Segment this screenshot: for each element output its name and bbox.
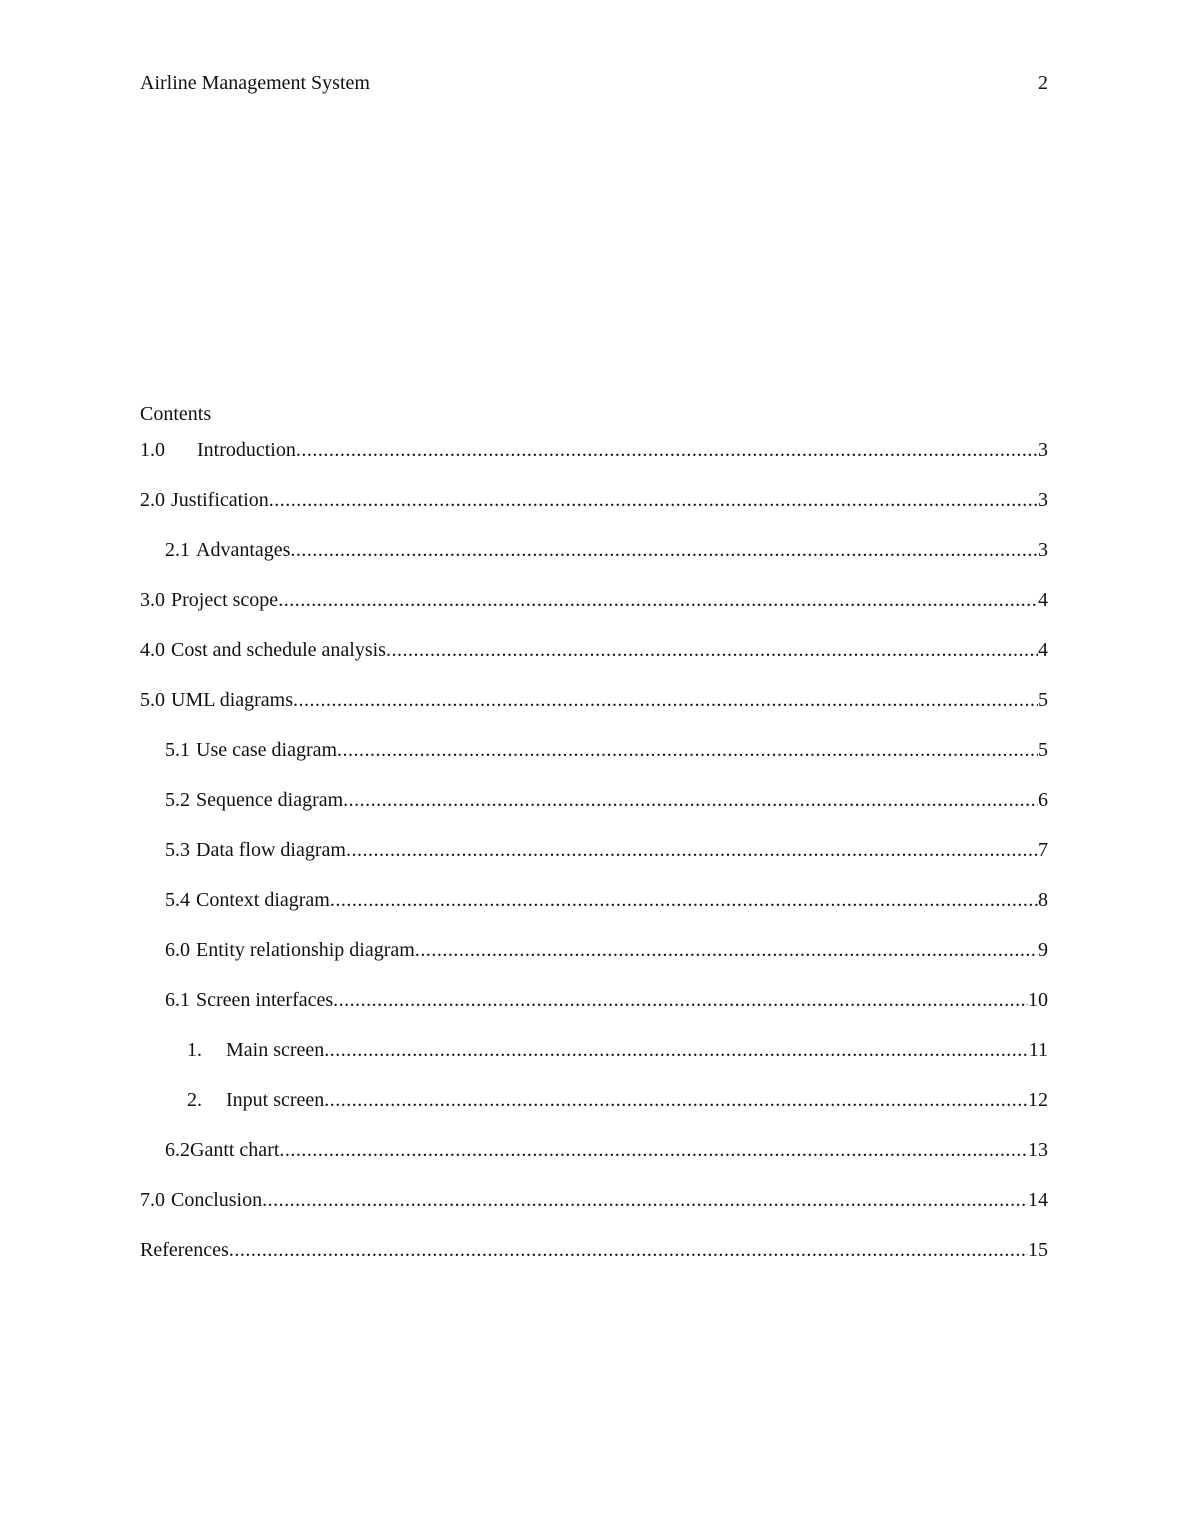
toc-entry (140, 525, 1048, 575)
toc-entry-number: 2.0 (140, 489, 165, 511)
toc-leader-dots (290, 525, 1038, 575)
toc-entry-page: 4 (1038, 589, 1048, 611)
toc-entry-page: 8 (1038, 889, 1048, 911)
toc-leader-dots (229, 1225, 1028, 1275)
toc-entry-number: 6.2 (165, 1139, 190, 1161)
toc-entry (140, 1225, 1048, 1275)
toc-entry-number: 6.0 (165, 939, 190, 961)
toc-entry-number: 5.3 (165, 839, 190, 861)
toc-entry-page: 3 (1038, 489, 1048, 511)
toc-entry-page: 13 (1028, 1139, 1048, 1161)
toc-entry-title: Screen interfaces (196, 989, 334, 1011)
toc-entry-number: 5.0 (140, 689, 165, 711)
toc-entry-title: Use case diagram (196, 739, 338, 761)
toc-entry (140, 475, 1048, 525)
toc-entry (140, 875, 1048, 925)
toc-entry-title: Context diagram (196, 889, 330, 911)
page-number: 2 (1038, 72, 1048, 94)
toc-entry-title: Advantages (196, 539, 291, 561)
toc-leader-dots (343, 775, 1038, 825)
toc-entry (140, 1075, 1048, 1125)
toc-entry-page: 7 (1038, 839, 1048, 861)
toc-entry-number: 2.1 (165, 539, 190, 561)
toc-entry-page: 5 (1038, 689, 1048, 711)
toc-entry (140, 1025, 1048, 1075)
toc-entry-title: Sequence diagram (196, 789, 344, 811)
page-header (140, 72, 1048, 95)
document-title: Airline Management System (140, 72, 370, 94)
toc-leader-dots (333, 975, 1028, 1025)
toc-entry-title: Justification (171, 489, 269, 511)
toc-entry-number: 5.2 (165, 789, 190, 811)
toc-leader-dots (296, 425, 1038, 475)
toc-entry-title: Entity relationship diagram (196, 939, 415, 961)
toc-entry (140, 1175, 1048, 1225)
toc-leader-dots (330, 875, 1038, 925)
toc-leader-dots (324, 1025, 1028, 1075)
toc-entry (140, 425, 1048, 475)
toc-leader-dots (269, 475, 1038, 525)
toc-entry (140, 675, 1048, 725)
toc-entry-number: 3.0 (140, 589, 165, 611)
toc-entry (140, 775, 1048, 825)
toc-entry-title: Conclusion (171, 1189, 263, 1211)
toc-leader-dots (262, 1175, 1028, 1225)
toc-leader-dots (337, 725, 1038, 775)
toc-list (140, 425, 1048, 1275)
toc-entry-number: 1. (187, 1039, 202, 1061)
toc-entry-page: 11 (1028, 1039, 1048, 1061)
toc-entry-title: References (140, 1239, 229, 1261)
toc-entry-title: UML diagrams (171, 689, 294, 711)
toc-leader-dots (415, 925, 1038, 975)
toc-entry-title: Data flow diagram (196, 839, 346, 861)
toc-entry-number: 5.4 (165, 889, 190, 911)
toc-entry-page: 14 (1028, 1189, 1048, 1211)
toc-leader-dots (278, 575, 1038, 625)
toc-leader-dots (324, 1075, 1028, 1125)
toc-entry-page: 10 (1028, 989, 1048, 1011)
toc-entry-number: 4.0 (140, 639, 165, 661)
table-of-contents (140, 403, 1048, 1275)
toc-leader-dots (346, 825, 1038, 875)
toc-entry (140, 625, 1048, 675)
toc-entry (140, 975, 1048, 1025)
toc-entry-page: 15 (1028, 1239, 1048, 1261)
toc-entry (140, 1125, 1048, 1175)
toc-entry-page: 3 (1038, 439, 1048, 461)
toc-entry (140, 575, 1048, 625)
toc-entry-page: 12 (1028, 1089, 1048, 1111)
toc-entry-title: Input screen (226, 1089, 325, 1111)
toc-entry-number: 1.0 (140, 439, 165, 461)
toc-entry-page: 4 (1038, 639, 1048, 661)
toc-entry-page: 9 (1038, 939, 1048, 961)
toc-entry-title: Project scope (171, 589, 279, 611)
toc-entry-title: Introduction (197, 439, 296, 461)
toc-entry (140, 725, 1048, 775)
toc-entry-number: 2. (187, 1089, 202, 1111)
toc-entry-page: 3 (1038, 539, 1048, 561)
toc-entry-title: Cost and schedule analysis (171, 639, 386, 661)
toc-entry-number: 5.1 (165, 739, 190, 761)
toc-entry (140, 825, 1048, 875)
toc-leader-dots (386, 625, 1038, 675)
contents-heading: Contents (140, 403, 212, 425)
toc-entry-page: 6 (1038, 789, 1048, 811)
toc-entry-title: Main screen (226, 1039, 325, 1061)
toc-entry-number: 6.1 (165, 989, 190, 1011)
toc-leader-dots (293, 675, 1038, 725)
toc-entry-number: 7.0 (140, 1189, 165, 1211)
toc-entry (140, 925, 1048, 975)
toc-leader-dots (279, 1125, 1028, 1175)
toc-entry-page: 5 (1038, 739, 1048, 761)
toc-entry-title: Gantt chart (190, 1139, 280, 1161)
